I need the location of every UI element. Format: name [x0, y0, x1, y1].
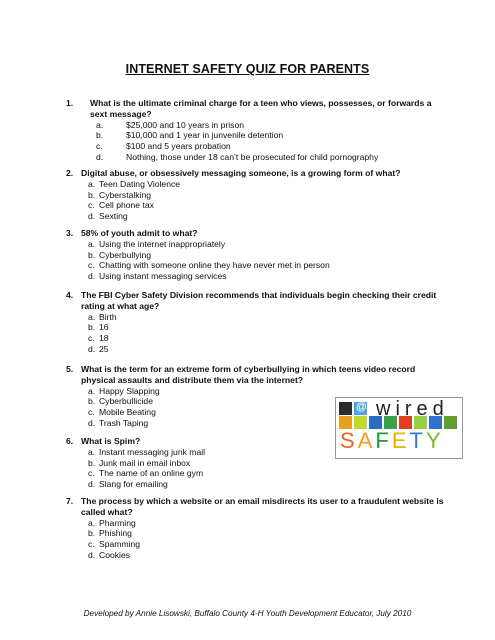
logo-tile-exclaim: [339, 402, 352, 415]
option-letter: a.: [88, 311, 96, 322]
option-b: [96, 130, 446, 141]
logo-safety-letter: T: [409, 428, 426, 453]
option-letter: c.: [88, 333, 95, 344]
option-text: 25: [99, 343, 109, 354]
option-letter: d.: [88, 211, 96, 222]
option-letter: b.: [88, 322, 96, 333]
option-b: [88, 458, 446, 469]
option-text: Junk mail in email inbox: [99, 457, 191, 468]
question-2-options: [88, 179, 446, 222]
option-letter: b.: [88, 528, 96, 539]
option-text: Mobile Beating: [99, 407, 156, 418]
option-text: Happy Slapping: [99, 385, 160, 396]
page-title: INTERNET SAFETY QUIZ FOR PARENTS: [125, 62, 370, 76]
logo-safety-text: [340, 428, 444, 454]
option-text: Spamming: [99, 539, 141, 550]
option-d: [88, 344, 446, 355]
option-letter: a.: [88, 446, 96, 457]
option-text: Cookies: [99, 549, 131, 560]
question-7-header: [66, 496, 446, 518]
option-b: [88, 250, 446, 261]
question-number: 6.: [66, 436, 74, 446]
option-d: [88, 211, 446, 222]
option-letter: a.: [88, 238, 96, 249]
question-text: What is Spim?: [81, 436, 141, 446]
option-letter: c.: [88, 200, 95, 211]
option-c: [88, 333, 446, 344]
logo-safety-letter: E: [391, 428, 410, 453]
option-text: 18: [99, 333, 109, 344]
question-1: [66, 98, 446, 163]
option-d: [88, 479, 446, 490]
option-letter: c.: [96, 141, 103, 152]
option-text: The name of an online gym: [99, 468, 204, 479]
option-letter: a.: [88, 385, 96, 396]
option-b: [88, 190, 446, 201]
question-1-options: [96, 120, 446, 163]
option-text: Chatting with someone online they have never met in person: [99, 260, 330, 271]
logo-safety-letter: F: [375, 428, 392, 453]
question-3-header: [66, 228, 446, 239]
option-text: Trash Taping: [99, 417, 149, 428]
option-a: [88, 312, 446, 323]
question-text: 58% of youth admit to what?: [81, 228, 198, 238]
option-text: Instant messaging junk mail: [99, 446, 206, 457]
question-number: 1.: [66, 98, 74, 108]
option-d: [88, 271, 446, 282]
option-c: [88, 200, 446, 211]
option-letter: b.: [88, 249, 96, 260]
logo-safety-letter: Y: [425, 428, 444, 453]
option-text: Cyberstalking: [99, 189, 152, 200]
option-letter: d.: [88, 343, 96, 354]
option-letter: a.: [88, 178, 96, 189]
question-number: 4.: [66, 290, 74, 300]
option-text: Phishing: [99, 528, 132, 539]
option-text: Cyberbullying: [99, 249, 152, 260]
option-letter: c.: [88, 407, 95, 418]
option-text: Teen Dating Violence: [99, 178, 181, 189]
option-b: [88, 322, 446, 333]
option-a: [88, 239, 446, 250]
logo-safety-letter: A: [357, 428, 376, 453]
option-letter: b.: [88, 457, 96, 468]
option-letter: a.: [88, 517, 96, 528]
option-text: Sexting: [99, 211, 128, 222]
option-text: Birth: [99, 311, 117, 322]
option-d: [88, 550, 446, 561]
question-text: Digital abuse, or obsessively messaging someone, is a growing form of what?: [81, 168, 401, 178]
option-text: Pharming: [99, 517, 136, 528]
option-letter: d.: [88, 549, 96, 560]
option-text: $10,000 and 1 year in junvenile detention: [126, 130, 284, 141]
option-letter: d.: [88, 479, 96, 490]
question-7: [66, 496, 446, 561]
logo-safety-letter: S: [340, 428, 358, 453]
option-text: $25,000 and 10 years in prison: [126, 119, 245, 130]
logo-at-symbol: @: [356, 401, 367, 413]
option-letter: c.: [88, 260, 95, 271]
wired-safety-logo: [335, 397, 463, 459]
question-text: The FBI Cyber Safety Division recommends that individuals begin checking their credit rating at what age?: [81, 290, 437, 311]
question-2-header: [66, 168, 446, 179]
option-letter: d.: [88, 271, 96, 282]
option-text: $100 and 5 years probation: [126, 141, 231, 152]
option-c: [88, 260, 446, 271]
question-4-options: [88, 312, 446, 355]
question-4: [66, 290, 446, 355]
question-3: [66, 228, 446, 282]
option-text: Slang for emailing: [99, 479, 168, 490]
question-3-options: [88, 239, 446, 282]
option-text: Nothing, those under 18 can’t be prosecuted for child pornography: [126, 151, 379, 162]
question-2: [66, 168, 446, 222]
question-5-header: [66, 364, 446, 386]
option-c: [88, 468, 446, 479]
option-text: Using instant messaging services: [99, 271, 227, 282]
question-1-header: [66, 98, 446, 120]
option-letter: c.: [88, 539, 95, 550]
option-letter: d.: [88, 417, 96, 428]
question-7-options: [88, 518, 446, 561]
option-letter: b.: [88, 396, 96, 407]
option-text: 16: [99, 322, 109, 333]
option-c: [88, 539, 446, 550]
option-text: Using the internet inappropriately: [99, 238, 226, 249]
question-number: 7.: [66, 496, 74, 506]
option-letter: d.: [96, 151, 104, 162]
option-letter: a.: [96, 119, 104, 130]
option-c: [96, 141, 446, 152]
question-number: 5.: [66, 364, 74, 374]
option-letter: b.: [88, 189, 96, 200]
question-4-header: [66, 290, 446, 312]
option-d: [96, 152, 446, 163]
option-a: [96, 120, 446, 131]
question-number: 2.: [66, 168, 74, 178]
option-text: Cyberbullicide: [99, 396, 153, 407]
logo-wired-text: wired: [376, 398, 449, 420]
option-a: [88, 386, 446, 397]
option-letter: b.: [96, 130, 104, 141]
option-a: [88, 179, 446, 190]
footer-credit: Developed by Annie Lisowski, Buffalo County 4-H Youth Development Educator, July 2010: [83, 609, 412, 618]
option-b: [88, 528, 446, 539]
option-a: [88, 518, 446, 529]
option-text: Cell phone tax: [99, 200, 154, 211]
question-text: What is the ultimate criminal charge for a teen who views, possesses, or forwards a sext message?: [90, 98, 432, 119]
question-text: The process by which a website or an email misdirects its user to a fraudulent website is called what?: [81, 496, 444, 517]
question-text: What is the term for an extreme form of cyberbullying in which teens video record physical assaults and distribute them via the internet?: [81, 364, 416, 385]
option-letter: c.: [88, 468, 95, 479]
question-number: 3.: [66, 228, 74, 238]
